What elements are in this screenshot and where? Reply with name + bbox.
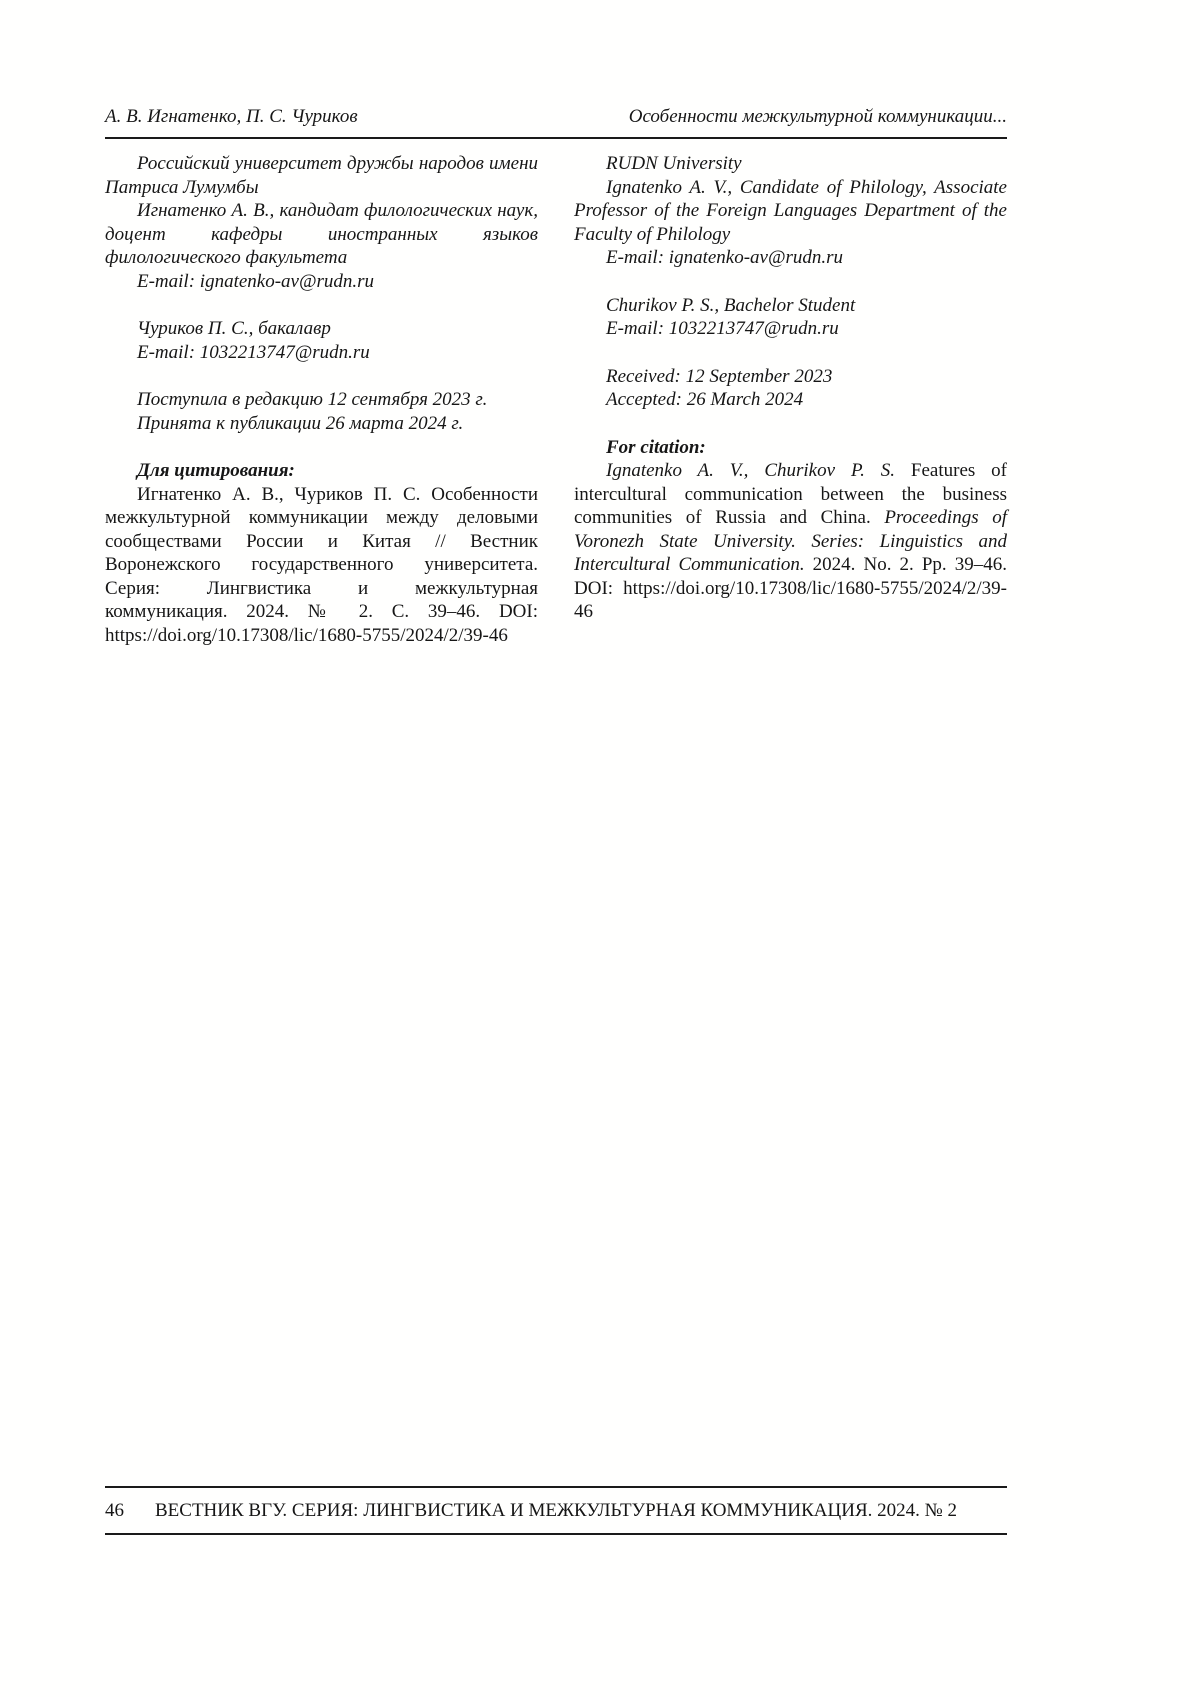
citation-issue-doi-en: 2024. No. 2. Pp. 39–46. DOI: https://doi.org/10.17308/lic/1680-5755/2024/2/39-46 — [574, 554, 1007, 622]
email2-en: E-mail: 1032213747@rudn.ru — [606, 318, 839, 339]
author2-block-ru — [105, 317, 538, 364]
author2-block-en — [574, 294, 1007, 341]
citation-title-en: Features of intercultural communication between the business communities of Russia and China. — [574, 460, 1007, 528]
received-en: Received: 12 September 2023 — [606, 365, 833, 387]
citation-heading-ru: Для цитирования: — [137, 460, 295, 481]
page-number: 46 — [105, 1499, 124, 1521]
page-body — [105, 152, 1007, 647]
author-block-en — [574, 152, 1007, 270]
column-russian — [105, 152, 538, 647]
running-header — [105, 106, 1007, 139]
citation-paragraph-ru: Игнатенко А. В., Чуриков П. С. Особенности межкультурной коммуникации между деловыми сообществами России и Китая // Вестник Воронежского государственного университета. Серия: Лингвистика и межкультурная коммуникация. 2024. № 2. С. 39–46. DOI: https://doi.org/10.17308/lic/1680-5755/2024/2/39-46 — [105, 483, 538, 646]
affiliation-ru: Российский университет дружбы народов имени Патриса Лумумбы — [105, 153, 538, 198]
received-ru: Поступила в редакцию 12 сентября 2023 г. — [137, 389, 488, 410]
email1-en: E-mail: ignatenko-av@rudn.ru — [606, 247, 843, 268]
accepted-en: Accepted: 26 March 2024 — [606, 389, 804, 410]
citation-block-en — [574, 436, 1007, 624]
citation-journal-en: Proceedings of Voronezh State University. Series: Linguistics and Intercultural Communication. — [574, 507, 1007, 575]
author1-en: Ignatenko A. V., Candidate of Philology, Associate Professor of the Foreign Languages Department of the Faculty of Philology — [574, 176, 1007, 245]
header-article-title: Особенности межкультурной коммуникации... — [628, 106, 1007, 127]
author1-ru: Игнатенко А. В., кандидат филологических наук, доцент кафедры иностранных языков филологического факультета — [105, 200, 538, 268]
email2-ru: E-mail: 1032213747@rudn.ru — [137, 341, 370, 363]
email1-ru: E-mail: ignatenko-av@rudn.ru — [137, 270, 374, 292]
citation-heading-en: For citation: — [606, 436, 706, 458]
dates-block-en — [574, 365, 1007, 412]
accepted-ru: Принята к публикации 26 марта 2024 г. — [137, 412, 464, 434]
citation-paragraph-en — [574, 459, 1007, 624]
citation-block-ru — [105, 459, 538, 647]
author2-en: Churikov P. S., Bachelor Student — [606, 294, 856, 316]
column-english — [574, 152, 1007, 647]
running-footer — [105, 1486, 1007, 1535]
citation-authors-en: Ignatenko A. V., Churikov P. S. — [606, 460, 911, 481]
footer-journal-title: ВЕСТНИК ВГУ. СЕРИЯ: ЛИНГВИСТИКА И МЕЖКУЛЬТУРНАЯ КОММУНИКАЦИЯ. 2024. № 2 — [155, 1499, 957, 1521]
dates-block-ru — [105, 388, 538, 435]
header-authors: А. В. Игнатенко, П. С. Чуриков — [105, 106, 358, 127]
author2-ru: Чуриков П. С., бакалавр — [137, 318, 331, 339]
affiliation-en: RUDN University — [606, 153, 742, 174]
author-block-ru — [105, 152, 538, 293]
